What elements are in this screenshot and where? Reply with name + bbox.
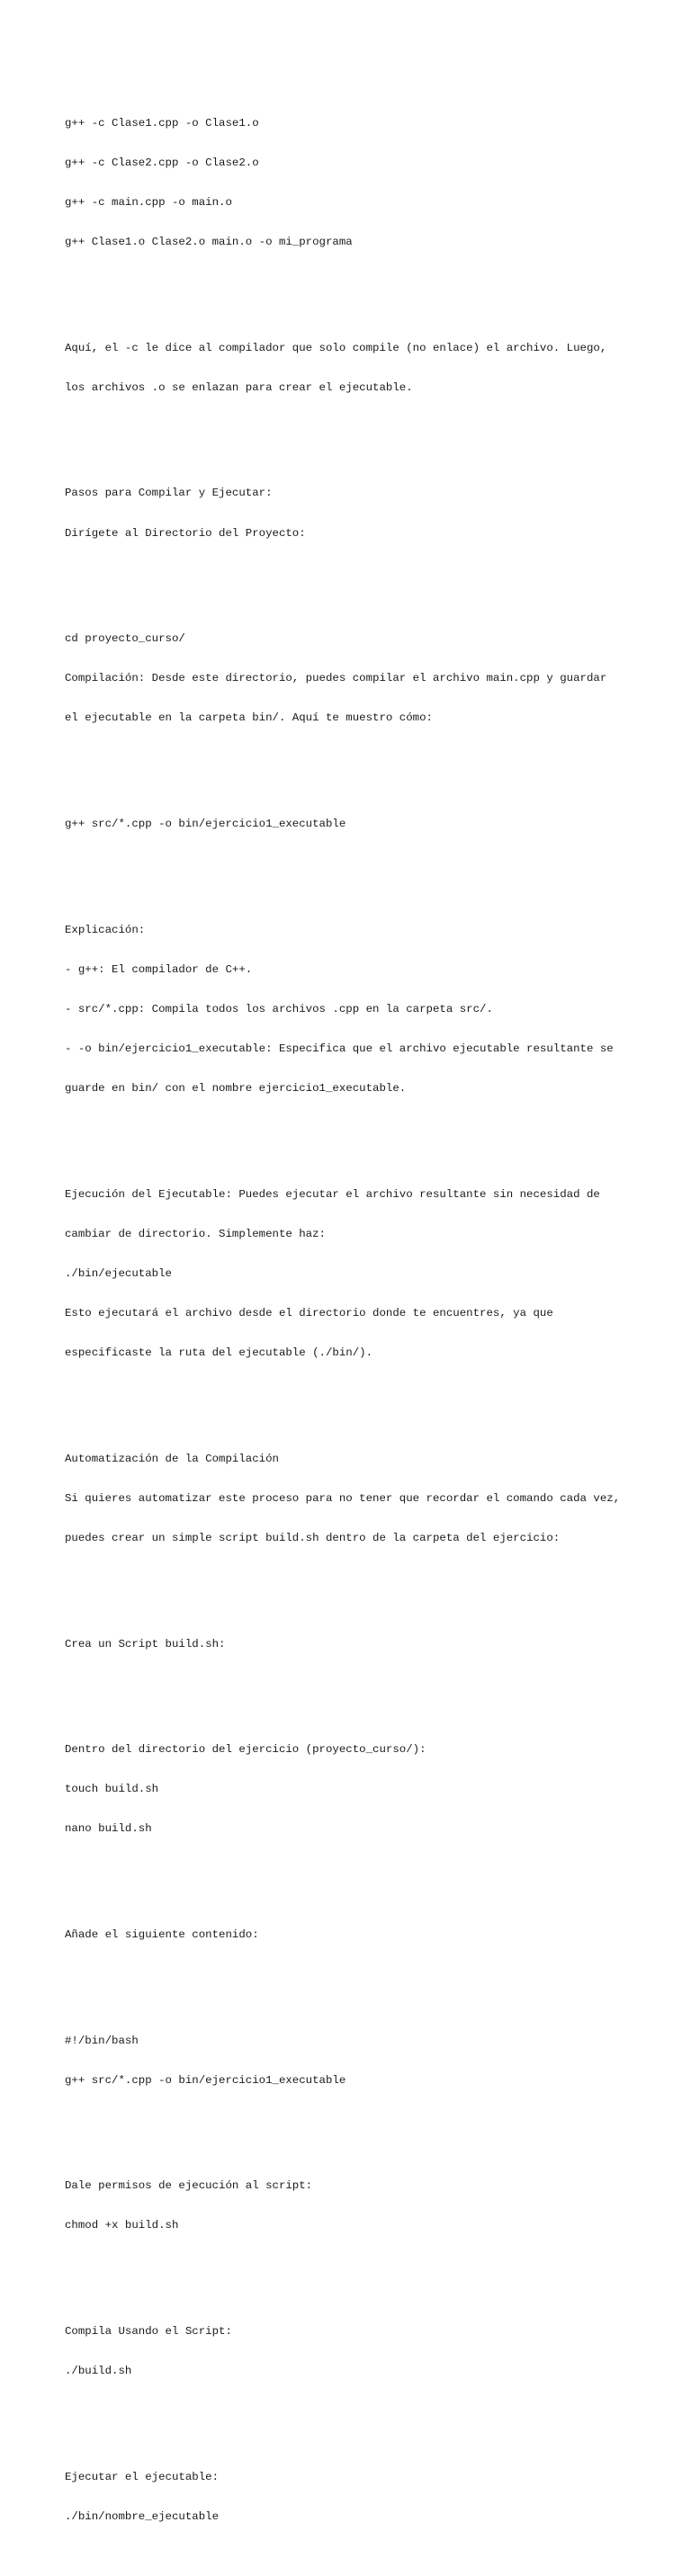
text-line: - g++: El compilador de C++. [65,962,253,976]
text-line: ./build.sh [65,2365,132,2378]
paragraph [65,1161,677,1386]
text-line: puedes crear un simple script build.sh dentro de la carpeta del ejercicio: [65,1531,561,1544]
text-line: g++ src/*.cpp -o bin/ejercicio1_executable [65,2073,346,2087]
paragraph [65,461,677,567]
text-line: Si quieres automatizar este proceso para no tener que recordar el comando cada vez, [65,1491,621,1505]
paragraph [65,2444,677,2550]
paragraph [65,792,677,858]
text-line: ./bin/nombre_ejecutable [65,2509,220,2523]
text-line: Compila Usando el Script: [65,2325,232,2339]
text-line: Explicación: [65,923,146,936]
paragraph [65,2299,677,2405]
text-line: Dale permisos de ejecución al script: [65,2179,313,2193]
paragraph [65,897,677,1122]
text-line: Añade el siguiente contenido: [65,1928,259,1941]
text-line: g++ -c main.cpp -o main.o [65,196,232,210]
text-line: Ejecución del Ejecutable: Puedes ejecutar el archivo resultante sin necesidad de [65,1187,600,1201]
document-page [65,64,677,2576]
text-line: Ejecutar el ejecutable: [65,2470,220,2483]
paragraph [65,1902,677,1969]
text-line: g++ Clase1.o Clase2.o main.o -o mi_programa [65,236,353,249]
text-line: - src/*.cpp: Compila todos los archivos .cpp en la carpeta src/. [65,1002,493,1015]
paragraph [65,1426,677,1571]
text-line: ./bin/ejecutable [65,1266,172,1280]
text-line: g++ src/*.cpp -o bin/ejercicio1_executable [65,818,346,831]
text-line: Pasos para Compilar y Ejecutar: [65,487,273,500]
text-line: Dirígete al Directorio del Proyecto: [65,526,306,540]
text-line: g++ -c Clase2.cpp -o Clase2.o [65,156,259,169]
text-line: Aquí, el -c le dice al compilador que solo compile (no enlace) el archivo. Luego, [65,341,607,354]
paragraph [65,2008,677,2114]
paragraph [65,315,677,421]
text-line: - -o bin/ejercicio1_executable: Especifica que el archivo ejecutable resultante se [65,1042,614,1055]
text-line: g++ -c Clase1.cpp -o Clase1.o [65,116,259,130]
paragraph [65,606,677,752]
paragraph [65,2153,677,2259]
text-line: el ejecutable en la carpeta bin/. Aquí te muestro cómo: [65,711,433,725]
paragraph [65,1717,677,1863]
text-line: Automatización de la Compilación [65,1452,279,1465]
text-line: touch build.sh [65,1783,159,1796]
text-line: cd proyecto_curso/ [65,632,185,646]
text-line: Compilación: Desde este directorio, puedes compilar el archivo main.cpp y guardar [65,672,607,685]
text-line: guarde en bin/ con el nombre ejercicio1_executable. [65,1082,407,1096]
text-line: Dentro del directorio del ejercicio (proyecto_curso/): [65,1743,426,1757]
text-line: Crea un Script build.sh: [65,1637,226,1650]
text-line: Esto ejecutará el archivo desde el directorio donde te encuentres, ya que [65,1307,553,1319]
paragraph [65,90,677,275]
text-line: cambiar de directorio. Simplemente haz: [65,1227,326,1240]
text-line: los archivos .o se enlazan para crear el ejecutable. [65,380,413,394]
paragraph [65,1611,677,1677]
text-line: nano build.sh [65,1822,152,1836]
text-line: chmod +x build.sh [65,2219,179,2232]
text-line: especificaste la ruta del ejecutable (./bin/). [65,1346,373,1360]
text-line: #!/bin/bash [65,2034,139,2047]
